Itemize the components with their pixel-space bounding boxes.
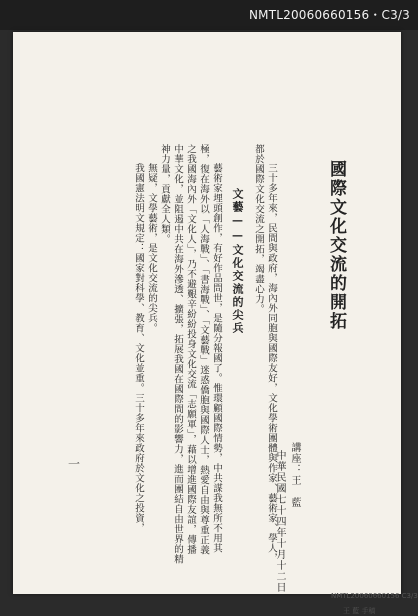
- paragraph-1: 三十多年來，民間與政府，海內外同胞與國際友好，文化學術團體與作家、藝術家、學人，都於國際文化交流之開拓，竭盡心力。: [253, 144, 277, 563]
- handwritten-note-manuscript: 王 藍 手稿: [343, 607, 376, 615]
- document-date: 中華民國七十四年十月十二日: [274, 450, 285, 593]
- paragraph-3: 無疑，文學藝術，是文化交流的尖兵。: [146, 163, 157, 333]
- handwritten-note-archive-id: NMTL20060660156 C3/3: [331, 592, 418, 600]
- paragraph-4: 我國憲法明文規定：國家對科學、教育、文化並重。三十多年來政府於文化之投資，: [133, 163, 144, 533]
- page-number: 一: [68, 457, 81, 471]
- document-byline: 講座：王 藍: [289, 442, 300, 508]
- document-body: [132, 144, 278, 564]
- document-page: [13, 32, 418, 615]
- document-id-label: NMTL20060660156・C3/3: [248, 8, 410, 22]
- paragraph-2: 藝術家埋頭創作，有好作品問世，是隨分報國了。惟環顧國際情勢，中共謀我無所不用其極，復在海外以「人海戰」、「書海戰」、「文藝戰」迷惑僑胞與國際人士，熱愛自由與尊重正義之我國海內外「文化人」，乃不避艱辛紛紛投身文化交流「志願軍」，藉以增進國際友誼，傳播中華文化，並阻遏中共在海外滲透、擴張，拓展我國在國際間的影響力，進而團結自由世界的精神力量，貢獻全人類。: [159, 144, 222, 564]
- viewer-header: [0, 0, 418, 30]
- document-title: 國際文化交流的開拓: [326, 160, 346, 331]
- section-heading: 文藝——文化交流的尖兵: [231, 188, 244, 335]
